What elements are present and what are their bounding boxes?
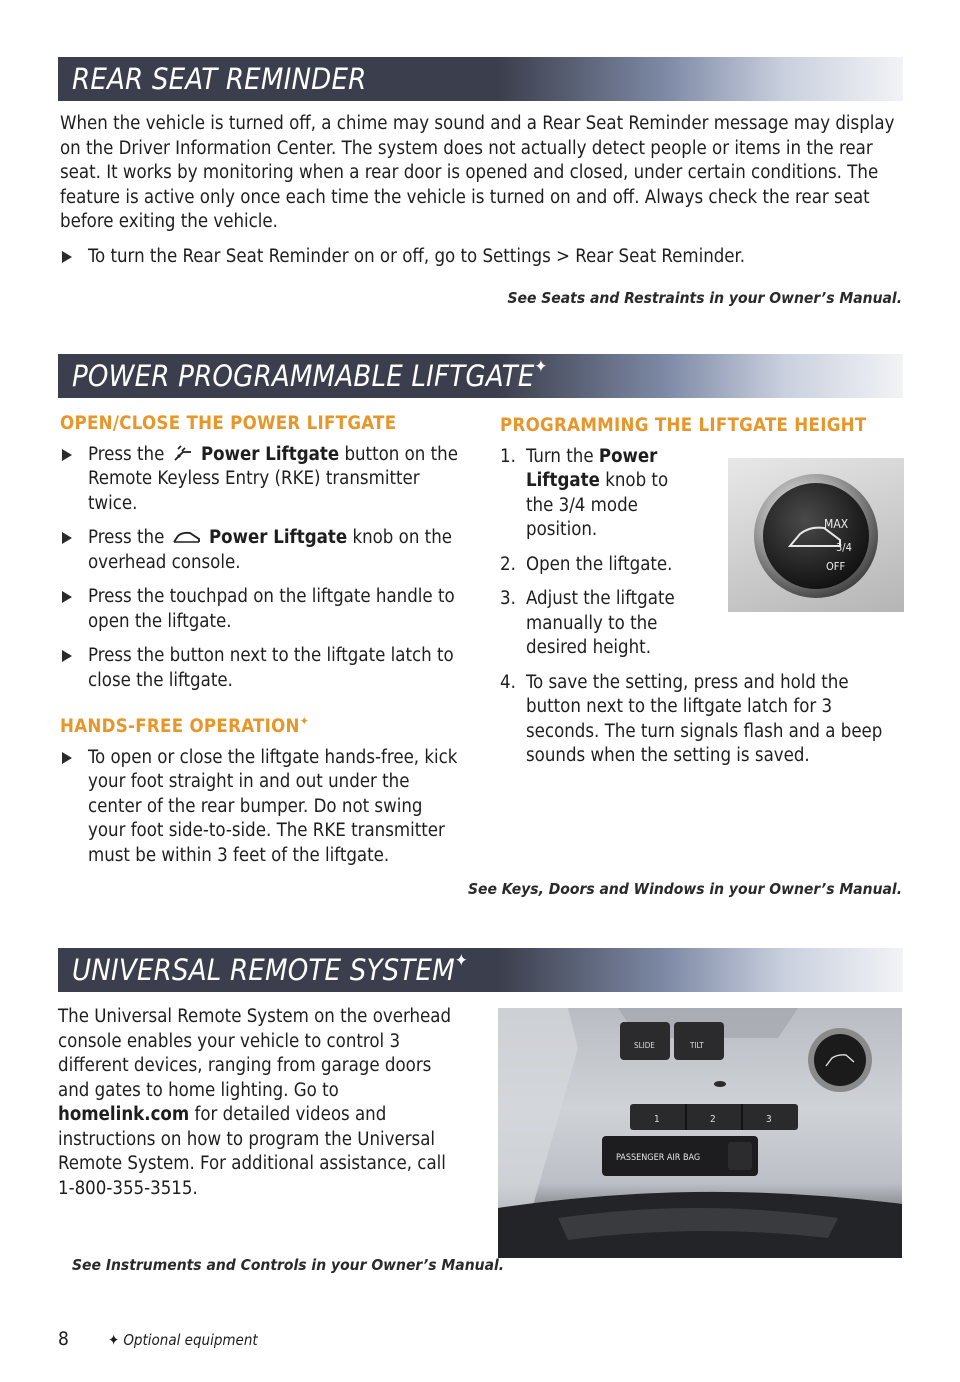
rear-seat-bullet (60, 245, 896, 270)
bullet-arrow-icon (62, 449, 72, 461)
bullet-arrow-icon (62, 251, 72, 263)
open-close-bullet-4 (60, 644, 460, 693)
optional-mark: ✦ (454, 951, 468, 971)
open-close-bullet-3 (60, 585, 460, 634)
optional-mark: ✦ (108, 1331, 120, 1349)
programming-step-3 (500, 587, 706, 661)
universal-body (58, 1005, 453, 1201)
liftgate-title-text: POWER PROGRAMMABLE LIFTGATE (72, 359, 535, 393)
liftgate-banner (58, 354, 903, 398)
step-number: 2. (500, 553, 516, 575)
hands-free-heading-text: HANDS-FREE OPERATION (60, 716, 300, 738)
bullet-bold: Power Liftgate (200, 443, 340, 465)
console-image (498, 1008, 902, 1258)
hands-free-bullet (60, 746, 460, 869)
page-number: 8 (58, 1328, 69, 1350)
slide-label: SLIDE (634, 1041, 655, 1050)
bullet-text: Press the (88, 527, 165, 548)
step-text: Open the liftgate. (526, 553, 673, 575)
universal-title (72, 953, 468, 987)
knob-mid-label: 3/4 (836, 541, 852, 554)
step-text: Turn the (526, 445, 594, 467)
step-number: 1. (500, 445, 516, 467)
airbag-label: PASSENGER AIR BAG (616, 1153, 701, 1163)
bullet-text: knob on the overhead console. (88, 527, 452, 573)
programming-step-2 (500, 553, 726, 578)
liftgate-left-column (60, 412, 460, 878)
optional-mark: ✦ (534, 357, 548, 377)
bullet-text: Press the touchpad on the liftgate handle to open the liftgate. (88, 586, 455, 632)
universal-title-text: UNIVERSAL REMOTE SYSTEM (72, 953, 455, 987)
knob-image (728, 458, 904, 612)
rear-seat-title: REAR SEAT REMINDER (72, 62, 367, 96)
bullet-text: button on the Remote Keyless Entry (RKE) transmitter twice. (88, 443, 458, 514)
rear-seat-paragraph: When the vehicle is turned off, a chime may sound and a Rear Seat Reminder message may display on the Driver Information Center. The system does not actually detect people or items in the rear seat. It works by monitoring when a rear door is opened and closed, under certain conditions. The feature is active only once each time the vehicle is turned on and off. Always check the rear seat before exiting the vehicle. (60, 113, 895, 232)
programming-heading: PROGRAMMING THE LIFTGATE HEIGHT (500, 415, 867, 436)
bullet-text: Press the button next to the liftgate latch to close the liftgate. (88, 645, 454, 691)
universal-text: The Universal Remote System on the overhead console enables your vehicle to control 3 different devices, ranging from garage doors and gates to home lighting. Go to (58, 1006, 452, 1101)
optional-mark: ✦ (299, 714, 310, 728)
liftgate-title (72, 359, 548, 393)
overhead-console-photo (498, 1008, 902, 1258)
knob-max-label: MAX (824, 517, 849, 531)
liftgate-knob-photo (728, 458, 904, 612)
optional-equipment-note (108, 1331, 258, 1349)
rear-seat-body (60, 112, 896, 279)
rear-seat-banner (58, 57, 903, 101)
homelink-button-2-label: 2 (710, 1114, 716, 1125)
step-text: knob to the 3/4 mode position. (526, 470, 669, 540)
hands-free-heading (60, 709, 460, 740)
liftgate-key-icon (172, 443, 194, 463)
programming-step-4 (500, 671, 906, 769)
bullet-text: To open or close the liftgate hands-free, kick your foot straight in and out under the center of the rear bumper. Do not swing your foot side-to-side. The RKE transmitter must be within 3 feet of the liftgate. (88, 746, 458, 866)
step-number: 3. (500, 588, 516, 609)
open-close-heading: OPEN/CLOSE THE POWER LIFTGATE (60, 413, 397, 434)
universal-banner (58, 948, 903, 992)
bullet-bold: Power Liftgate (208, 527, 348, 548)
programming-step-1 (500, 445, 686, 543)
rear-seat-reference: See Seats and Restraints in your Owner’s Manual. (507, 289, 902, 307)
rear-seat-bullet-text: To turn the Rear Seat Reminder on or off, go to Settings > Rear Seat Reminder. (88, 245, 745, 267)
step-number: 4. (500, 671, 516, 693)
open-close-bullet-1 (60, 443, 460, 517)
bullet-arrow-icon (62, 591, 72, 603)
step-text: To save the setting, press and hold the button next to the liftgate latch for 3 seconds. The turn signals flash and a beep sounds when the setting is saved. (526, 671, 883, 766)
tilt-label: TILT (690, 1041, 704, 1050)
universal-text: for detailed videos and instructions on how to program the Universal Remote System. For additional assistance, call 1-800-355-3515. (58, 1104, 446, 1199)
bullet-arrow-icon (62, 532, 72, 544)
bullet-text: Press the (88, 443, 165, 465)
open-close-bullet-2 (60, 526, 460, 575)
homelink-button-1-label: 1 (654, 1114, 660, 1125)
step-text: Adjust the liftgate manually to the desired height. (526, 588, 675, 658)
universal-reference: See Instruments and Controls in your Owner’s Manual. (72, 1256, 505, 1274)
optional-equipment-text: Optional equipment (123, 1331, 258, 1349)
homelink-link[interactable]: homelink.com (58, 1104, 190, 1125)
bullet-arrow-icon (62, 752, 72, 764)
knob-off-label: OFF (826, 560, 846, 573)
homelink-button-3-label: 3 (766, 1114, 772, 1125)
bullet-arrow-icon (62, 650, 72, 662)
liftgate-car-icon (172, 530, 202, 546)
liftgate-reference: See Keys, Doors and Windows in your Owner’s Manual. (467, 880, 902, 898)
step-bold: Power Liftgate (526, 445, 658, 491)
